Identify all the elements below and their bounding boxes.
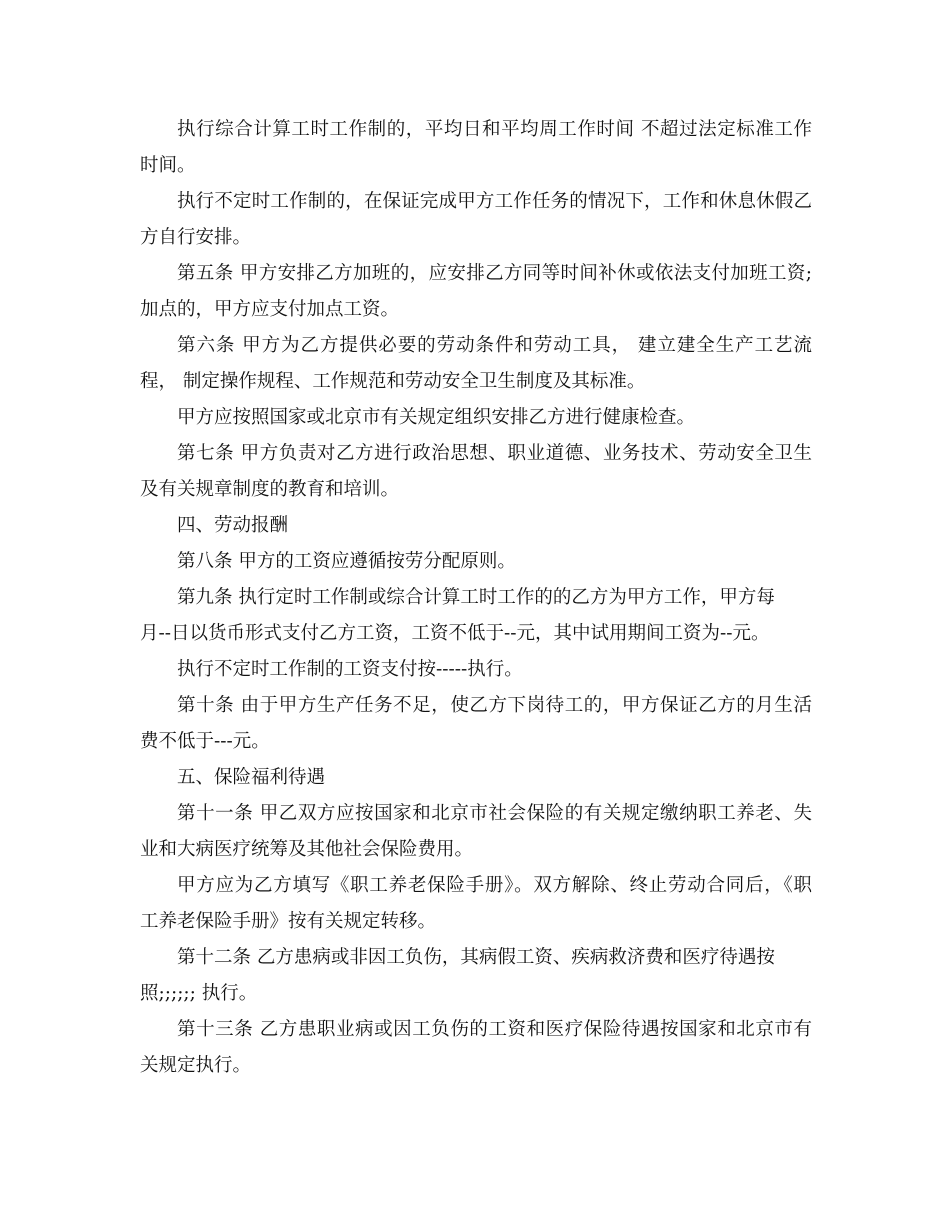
text-line: 费不低于---元。 <box>140 731 270 752</box>
text-line: 第十二条 乙方患病或非因工负伤，其病假工资、疾病救济费和医疗待遇按 <box>177 947 775 968</box>
text-line: 第六条 甲方为乙方提供必要的劳动条件和劳动工具， 建立建全生产工艺流 <box>177 335 812 356</box>
text-line: 程， 制定操作规程、工作规范和劳动安全卫生制度及其标准。 <box>140 371 646 392</box>
text-line: 加点的，甲方应支付加点工资。 <box>140 299 400 320</box>
text-line: 第五条 甲方安排乙方加班的，应安排乙方同等时间补休或依法支付加班工资; <box>177 263 812 284</box>
text-line: 照;;;;;; 执行。 <box>140 983 258 1004</box>
text-line: 第十条 由于甲方生产任务不足，使乙方下岗待工的，甲方保证乙方的月生活 <box>177 695 812 716</box>
text-line: 方自行安排。 <box>140 227 252 248</box>
text-line: 甲方应为乙方填写《职工养老保险手册》。双方解除、终止劳动合同后，《职 <box>177 875 812 896</box>
text-line: 月--日以货币形式支付乙方工资，工资不低于--元，其中试用期间工资为--元。 <box>140 623 770 644</box>
text-line: 四、劳动报酬 <box>177 515 289 536</box>
text-line: 关规定执行。 <box>140 1055 252 1076</box>
text-line: 第八条 甲方的工资应遵循按劳分配原则。 <box>177 551 516 572</box>
text-line: 五、保险福利待遇 <box>177 767 326 788</box>
text-line: 第七条 甲方负责对乙方进行政治思想、职业道德、业务技术、劳动安全卫生 <box>177 443 812 464</box>
text-line: 第十三条 乙方患职业病或因工负伤的工资和医疗保险待遇按国家和北京市有 <box>177 1019 812 1040</box>
text-line: 工养老保险手册》按有关规定转移。 <box>140 911 437 932</box>
text-line: 业和大病医疗统筹及其他社会保险费用。 <box>140 839 474 860</box>
text-line: 执行综合计算工时工作制的，平均日和平均周工作时间 不超过法定标准工作 <box>177 119 812 140</box>
text-line: 及有关规章制度的教育和培训。 <box>140 479 400 500</box>
text-line: 甲方应按照国家或北京市有关规定组织安排乙方进行健康检查。 <box>177 407 696 428</box>
text-line: 执行不定时工作制的工资支付按-----执行。 <box>177 659 523 680</box>
text-line: 时间。 <box>140 155 196 176</box>
document-body <box>140 112 812 1084</box>
text-line: 第九条 执行定时工作制或综合计算工时工作的的乙方为甲方工作，甲方每 <box>177 587 775 608</box>
text-line: 执行不定时工作制的，在保证完成甲方工作任务的情况下，工作和休息休假乙 <box>177 191 812 212</box>
text-line: 第十一条 甲乙双方应按国家和北京市社会保险的有关规定缴纳职工养老、失 <box>177 803 812 824</box>
